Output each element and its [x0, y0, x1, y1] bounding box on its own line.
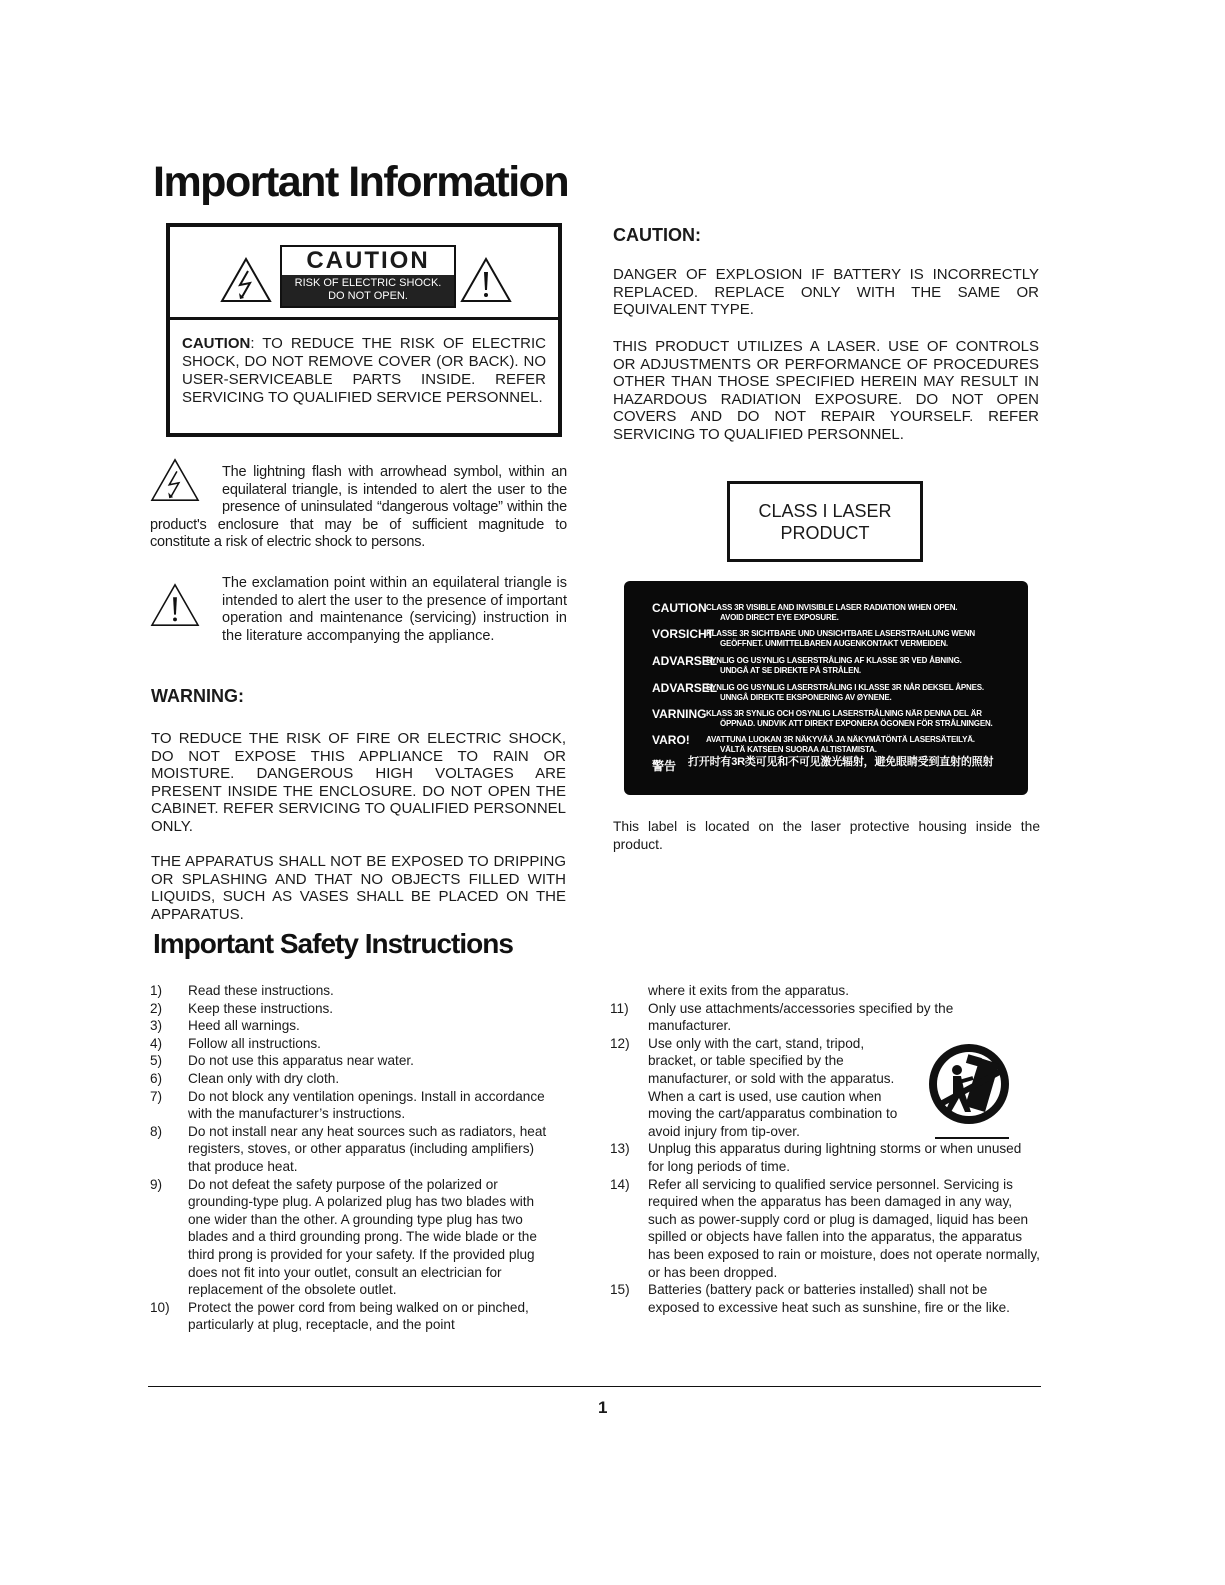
instruction-text: Do not block any ventilation openings. Install in accordance with the manufacturer’s instructions.	[188, 1088, 545, 1122]
page-title: Important Information	[153, 158, 569, 206]
caution-laser-paragraph: THIS PRODUCT UTILIZES A LASER. USE OF CONTROLS OR ADJUSTMENTS OR PERFORMANCE OF PROCEDURES OTHER THAN THOSE SPECIFIED HEREIN MAY RESULT IN HAZARDOUS RADIATION EXPOSURE. DO NOT OPEN COVERS AND DO NOT REPAIR YOURSELF. REFER SERVICING TO QUALIFIED PERSONNEL.	[613, 338, 1039, 443]
instruction-text: Use only with the cart, stand, tripod, bracket, or table specified by the manufacturer, or sold with the apparatus. When a cart is used, use caution when moving the cart/apparatus combination to avoid injury from tip-over.	[648, 1035, 898, 1139]
instruction-text: Do not defeat the safety purpose of the polarized or grounding-type plug. A polarized plug has two blades with one wider than the other. A grounding type plug has two blades and a third grounding prong. The wide blade or the third prong is provided for your safety. If the provided plug does not fit into your outlet, consult an electrician for replacement of the obsolete outlet.	[188, 1176, 537, 1298]
instruction-text: Read these instructions.	[188, 983, 334, 998]
laser-label-lang: 警告	[652, 759, 677, 773]
label-location-note: This label is located on the laser protective housing inside the product.	[613, 819, 1040, 852]
instruction-left-item	[150, 1000, 560, 1018]
instruction-number: 2)	[150, 1000, 163, 1016]
warning-paragraph-1: TO REDUCE THE RISK OF FIRE OR ELECTRIC SHOCK, DO NOT EXPOSE THIS APPLIANCE TO RAIN OR MOISTURE. DANGEROUS HIGH VOLTAGES ARE PRESENT INSIDE THE ENCLOSURE. DO NOT OPEN THE CABINET. REFER SERVICING TO QUALIFIED PERSONNEL ONLY.	[151, 730, 566, 835]
instruction-left-item	[150, 1035, 560, 1053]
instruction-left-item	[150, 1017, 560, 1035]
laser-label-line2: ÖPPNAD. UNDVIK ATT DIREKT EXPONERA ÖGONEN FÖR STRÅLNINGEN.	[720, 719, 993, 728]
caution-label	[280, 245, 456, 308]
laser-label-text	[706, 683, 984, 703]
instruction-text: Unplug this apparatus during lightning storms or when unused for long periods of time.	[648, 1141, 1022, 1174]
footer-rule	[148, 1386, 1041, 1387]
laser-label-line1: KLASS 3R SYNLIG OCH OSYNLIG LASERSTRÅLNING NÄR DENNA DEL ÄR	[706, 709, 982, 718]
cart-tipover-warning-icon	[925, 1032, 1013, 1140]
laser-label-line1: AVATTUNA LUOKAN 3R NÄKYVÄÄ JA NÄKYMÄTÖNTÄ LASERSÄTEILYÄ.	[706, 735, 975, 744]
laser-warning-label	[624, 581, 1028, 795]
instruction-number: 8)	[150, 1123, 163, 1139]
caution-label-title: CAUTION	[306, 247, 430, 274]
instruction-number: 11)	[610, 1000, 629, 1016]
caution-box-body: : TO REDUCE THE RISK OF ELECTRIC SHOCK, DO NOT REMOVE COVER (OR BACK). NO USER-SERVICEABLE PARTS INSIDE. REFER SERVICING TO QUALIFIED SERVICE PERSONNEL.	[182, 335, 546, 406]
instruction-left-item	[150, 1299, 560, 1334]
warning-paragraph-2: THE APPARATUS SHALL NOT BE EXPOSED TO DRIPPING OR SPLASHING AND THAT NO OBJECTS FILLED WITH LIQUIDS, SUCH AS VASES SHALL BE PLACED ON THE APPARATUS.	[151, 853, 566, 923]
instruction-left-item	[150, 1052, 560, 1070]
caution-warning-box	[166, 223, 562, 437]
exclamation-explanation-text: The exclamation point within an equilateral triangle is intended to alert the user to the presence of important operation and maintenance (servicing) instruction in the literature accompanying the appliance.	[222, 575, 567, 644]
exclamation-explanation	[150, 575, 567, 645]
instruction-number: 14)	[610, 1176, 630, 1192]
instruction-text: Keep these instructions.	[188, 1000, 334, 1016]
laser-box-line2: PRODUCT	[780, 523, 870, 543]
instruction-number: 4)	[150, 1035, 163, 1051]
caution-label-line1: RISK OF ELECTRIC SHOCK.	[294, 277, 442, 289]
instruction-text: Only use attachments/accessories specified by the manufacturer.	[648, 1000, 954, 1034]
class-laser-product-box	[727, 481, 923, 562]
laser-label-line2: UNNGÅ DIREKTE EKSPONERING AV ØYNENE.	[720, 693, 892, 702]
instruction-left-item	[150, 1176, 560, 1299]
instruction-number: 7)	[150, 1088, 163, 1104]
laser-label-text	[706, 656, 962, 676]
instruction-number: 1)	[150, 983, 163, 998]
caution-label-line2: DO NOT OPEN.	[328, 290, 408, 302]
instruction-number: 6)	[150, 1070, 163, 1086]
laser-label-line2: AVOID DIRECT EYE EXPOSURE.	[720, 613, 839, 622]
instruction-left-item	[150, 1070, 560, 1088]
instruction-number: 5)	[150, 1053, 163, 1069]
instruction-left-item	[150, 982, 560, 1000]
laser-label-line1: 打开时有3R类可见和不可见激光辐射，避免眼睛受到直射的照射	[688, 756, 994, 768]
caution-battery-paragraph: DANGER OF EXPLOSION IF BATTERY IS INCORRECTLY REPLACED. REPLACE ONLY WITH THE SAME OR EQUIVALENT TYPE.	[613, 266, 1039, 318]
laser-label-line2: VÄLTÄ KATSEEN SUORAA ALTISTAMISTA.	[720, 745, 877, 754]
lightning-explanation	[150, 464, 567, 552]
page-number: 1	[598, 1398, 608, 1417]
laser-label-lang: VORSICHT	[652, 627, 715, 641]
laser-label-text	[706, 709, 993, 729]
laser-label-lang: VARNING	[652, 707, 707, 721]
instruction-right-item	[610, 1000, 1040, 1035]
lightning-explanation-text: The lightning flash with arrowhead symbol, within an equilateral triangle, is intended to alert the user to the presence of uninsulated “dangerous voltage” within the product's enclosure that may be of sufficient magnitude to constitute a risk of electric shock to persons.	[150, 464, 567, 550]
safety-instructions-title: Important Safety Instructions	[153, 928, 513, 959]
laser-label-lang: CAUTION	[652, 601, 707, 615]
instruction-text: Do not use this apparatus near water.	[188, 1053, 414, 1069]
laser-label-lang: ADVARSEL	[652, 654, 718, 668]
instruction-right-item	[610, 1176, 1040, 1282]
instruction-text: Clean only with dry cloth.	[188, 1070, 340, 1086]
instruction-text: Follow all instructions.	[188, 1035, 321, 1051]
instruction-right-item	[610, 1140, 1040, 1175]
laser-label-line1: SYNLIG OG USYNLIG LASERSTRÅLING I KLASSE 3R NÅR DEKSEL ÅPNES.	[706, 683, 984, 692]
instruction-number: 9)	[150, 1176, 163, 1192]
instruction-right-item	[610, 1281, 1040, 1316]
instruction-number: 10)	[150, 1299, 170, 1315]
caution-box-text	[182, 335, 546, 407]
caution-heading: CAUTION:	[613, 225, 701, 245]
instruction-number: 15)	[610, 1282, 630, 1298]
laser-label-line2: GEÖFFNET. UNMITTELBAREN AUGENKONTAKT VERMEIDEN.	[720, 639, 948, 648]
laser-box-line1: CLASS I LASER	[758, 501, 892, 521]
instruction-left-item	[150, 1088, 560, 1123]
warning-heading: WARNING:	[151, 686, 244, 706]
caution-box-header	[170, 227, 558, 320]
instructions-list-left	[150, 982, 560, 1334]
instruction-text: Batteries (battery pack or batteries installed) shall not be exposed to excessive heat such as sunshine, fire or the like.	[648, 1282, 1010, 1315]
laser-label-text	[706, 629, 975, 649]
caution-label-subtitle	[282, 275, 454, 306]
instruction-text: Do not install near any heat sources such as radiators, heat registers, stoves, or other apparatus (including amplifiers) that produce heat.	[188, 1123, 547, 1174]
laser-label-text	[688, 757, 993, 767]
instruction-text: Refer all servicing to qualified service personnel. Servicing is required when the apparatus has been damaged in any way, such as power-supply cord or plug is damaged, liquid has been spilled or objects have fallen into the apparatus, the apparatus has been exposed to rain or moisture, does not operate normally, or has been dropped.	[648, 1176, 1040, 1280]
laser-label-lang: ADVARSEL	[652, 681, 718, 695]
laser-label-line1: CLASS 3R VISIBLE AND INVISIBLE LASER RADIATION WHEN OPEN.	[706, 603, 958, 612]
lightning-triangle-icon	[220, 257, 272, 303]
laser-label-lang: VARO!	[652, 733, 690, 747]
laser-label-line1: KLASSE 3R SICHTBARE UND UNSICHTBARE LASERSTRAHLUNG WENN	[706, 629, 976, 638]
exclamation-triangle-icon	[460, 257, 512, 303]
instruction-number: 12)	[610, 1035, 630, 1051]
laser-label-line1: SYNLIG OG USYNLIG LASERSTRÅLING AF KLASSE 3R VED ÅBNING.	[706, 656, 962, 665]
caution-box-lead: CAUTION	[182, 335, 251, 352]
instruction-text: Heed all warnings.	[188, 1018, 300, 1034]
instruction-number: 13)	[610, 1141, 630, 1157]
laser-label-line2: UNDGÅ AT SE DIREKTE PÅ STRÅLEN.	[720, 666, 861, 675]
laser-label-text	[706, 735, 975, 755]
instruction-left-item	[150, 1123, 560, 1176]
instruction-number: 3)	[150, 1018, 163, 1034]
instruction-text: Protect the power cord from being walked on or pinched, particularly at plug, receptacle, and the point	[188, 1299, 529, 1333]
instruction-continuation: where it exits from the apparatus.	[648, 983, 849, 998]
laser-label-text	[706, 603, 957, 623]
